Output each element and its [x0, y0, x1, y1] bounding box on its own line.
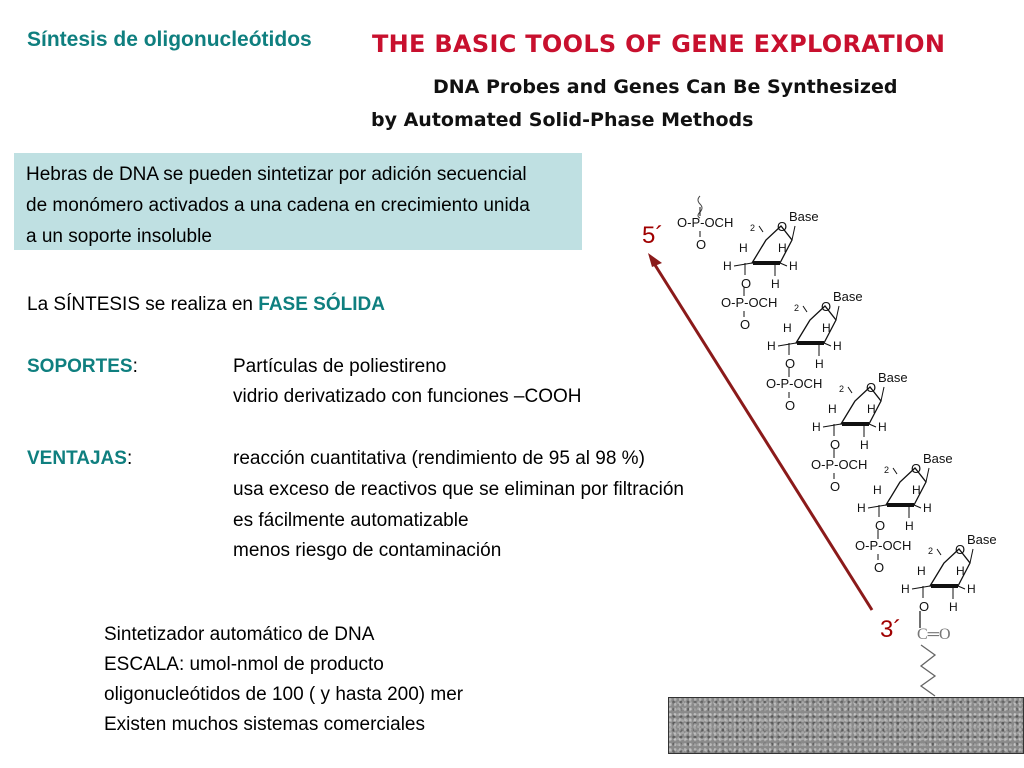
soportes-colon: : — [132, 356, 138, 377]
book-subtitle-line2: by Automated Solid-Phase Methods — [371, 109, 754, 131]
info-box-line: Hebras de DNA se pueden sintetizar por adición secuencial — [26, 164, 527, 185]
solid-support-linker — [917, 611, 951, 696]
oxygen-label: O — [785, 356, 796, 371]
ventajas-item: menos riesgo de contaminación — [233, 540, 502, 561]
bond — [848, 387, 852, 393]
carbonyl-label: C═O — [917, 626, 951, 643]
bond — [792, 226, 795, 240]
nucleotide-unit — [677, 196, 819, 291]
ring-oxygen-label: O — [911, 461, 922, 476]
bond — [734, 263, 752, 266]
hydrogen-label: H — [949, 600, 958, 614]
bond — [881, 387, 884, 401]
bottom-note: ESCALA: umol-nmol de producto — [104, 654, 384, 675]
phosphate-label: O-P-OCH — [766, 376, 823, 391]
bond — [958, 586, 965, 589]
base-label: Base — [833, 289, 863, 304]
ch2-subscript: 2 — [750, 223, 756, 233]
hydrogen-label: H — [822, 321, 831, 335]
info-box-line: de monómero activados a una cadena en crecimiento unida — [26, 195, 530, 216]
hydrogen-label: H — [873, 483, 882, 497]
bond — [803, 306, 807, 312]
soportes-label: SOPORTES — [27, 356, 133, 377]
oxygen-label: O — [740, 317, 751, 332]
nucleotide-unit — [721, 287, 863, 371]
soportes-item: vidrio derivatizado con funciones –COOH — [233, 386, 582, 407]
bond — [937, 549, 941, 555]
bond — [970, 549, 973, 563]
hydrogen-label: H — [917, 564, 926, 578]
ch2-subscript: 2 — [884, 465, 890, 475]
soportes-item: Partículas de poliestireno — [233, 356, 447, 377]
bond — [868, 505, 886, 508]
hydrogen-label: H — [901, 582, 910, 596]
ch2-subscript: 2 — [794, 303, 800, 313]
bond — [926, 468, 929, 482]
bond — [836, 306, 839, 320]
bond — [823, 424, 841, 427]
hydrogen-label: H — [923, 501, 932, 515]
five-prime-label: 5´ — [642, 222, 664, 249]
oxygen-label: O — [830, 437, 841, 452]
phosphate-label: O-P-OCH — [677, 215, 734, 230]
base-label: Base — [923, 451, 953, 466]
book-subtitle-line1: DNA Probes and Genes Can Be Synthesized — [433, 76, 898, 98]
ventajas-colon: : — [126, 448, 133, 469]
phosphate-label: O-P-OCH — [721, 295, 778, 310]
hydrogen-label: H — [833, 339, 842, 353]
ventajas-item: es fácilmente automatizable — [233, 510, 469, 531]
synthesis-prefix: La SÍNTESIS se realiza en — [27, 294, 259, 315]
ring-oxygen-label: O — [866, 380, 877, 395]
nucleotide-unit — [811, 449, 953, 533]
synthesis-highlight: FASE SÓLIDA — [258, 294, 385, 315]
hydrogen-label: H — [905, 519, 914, 533]
hydrogen-label: H — [812, 420, 821, 434]
oxygen-label: O — [875, 518, 886, 533]
ch2-subscript: 2 — [928, 546, 934, 556]
three-prime-label: 3´ — [880, 616, 902, 643]
bond — [778, 343, 796, 346]
bond — [893, 468, 897, 474]
book-chapter-title: THE BASIC TOOLS OF GENE EXPLORATION — [372, 30, 946, 58]
ring-oxygen-label: O — [777, 219, 788, 234]
ventajas-item: reacción cuantitativa (rendimiento de 95 al 98 %) — [233, 448, 645, 469]
hydrogen-label: H — [767, 339, 776, 353]
bond — [869, 424, 876, 427]
hydrogen-label: H — [783, 321, 792, 335]
oxygen-label: O — [741, 276, 752, 291]
bond — [824, 343, 831, 346]
ventajas-item: usa exceso de reactivos que se eliminan por filtración — [233, 479, 684, 500]
hydrogen-label: H — [739, 241, 748, 255]
ventajas-label: VENTAJAS — [27, 448, 127, 469]
slide-title: Síntesis de oligonucleótidos — [27, 28, 312, 51]
nucleotide-unit — [855, 530, 997, 614]
phosphate-label: O-P-OCH — [855, 538, 912, 553]
bottom-note: oligonucleótidos de 100 ( y hasta 200) mer — [104, 684, 464, 705]
bond — [759, 226, 763, 232]
hydrogen-label: H — [771, 277, 780, 291]
oxygen-label: O — [785, 398, 796, 413]
phosphate-label: O-P-OCH — [811, 457, 868, 472]
hydrogen-label: H — [867, 402, 876, 416]
hydrogen-label: H — [723, 259, 732, 273]
info-box-line: a un soporte insoluble — [26, 226, 212, 247]
base-label: Base — [878, 370, 908, 385]
ch2-subscript: 2 — [839, 384, 845, 394]
hydrogen-label: H — [789, 259, 798, 273]
hydrogen-label: H — [912, 483, 921, 497]
oxygen-label: O — [874, 560, 885, 575]
hydrogen-label: H — [956, 564, 965, 578]
base-label: Base — [967, 532, 997, 547]
hydrogen-label: H — [828, 402, 837, 416]
nucleotide-unit — [766, 368, 908, 452]
ring-oxygen-label: O — [955, 542, 966, 557]
hydrogen-label: H — [860, 438, 869, 452]
hydrogen-label: H — [815, 357, 824, 371]
bottom-note: Existen muchos sistemas comerciales — [104, 714, 425, 735]
oxygen-label: O — [919, 599, 930, 614]
bottom-note: Sintetizador automático de DNA — [104, 624, 375, 645]
hydrogen-label: H — [967, 582, 976, 596]
linker-zigzag — [921, 645, 935, 696]
bond — [780, 263, 787, 266]
hydrogen-label: H — [778, 241, 787, 255]
hydrogen-label: H — [878, 420, 887, 434]
hydrogen-label: H — [857, 501, 866, 515]
arrow-head — [648, 253, 662, 267]
base-label: Base — [789, 209, 819, 224]
bond — [912, 586, 930, 589]
solid-support-block — [668, 697, 1024, 754]
oxygen-label: O — [696, 237, 707, 252]
bond — [914, 505, 921, 508]
oxygen-label: O — [830, 479, 841, 494]
ring-oxygen-label: O — [821, 299, 832, 314]
